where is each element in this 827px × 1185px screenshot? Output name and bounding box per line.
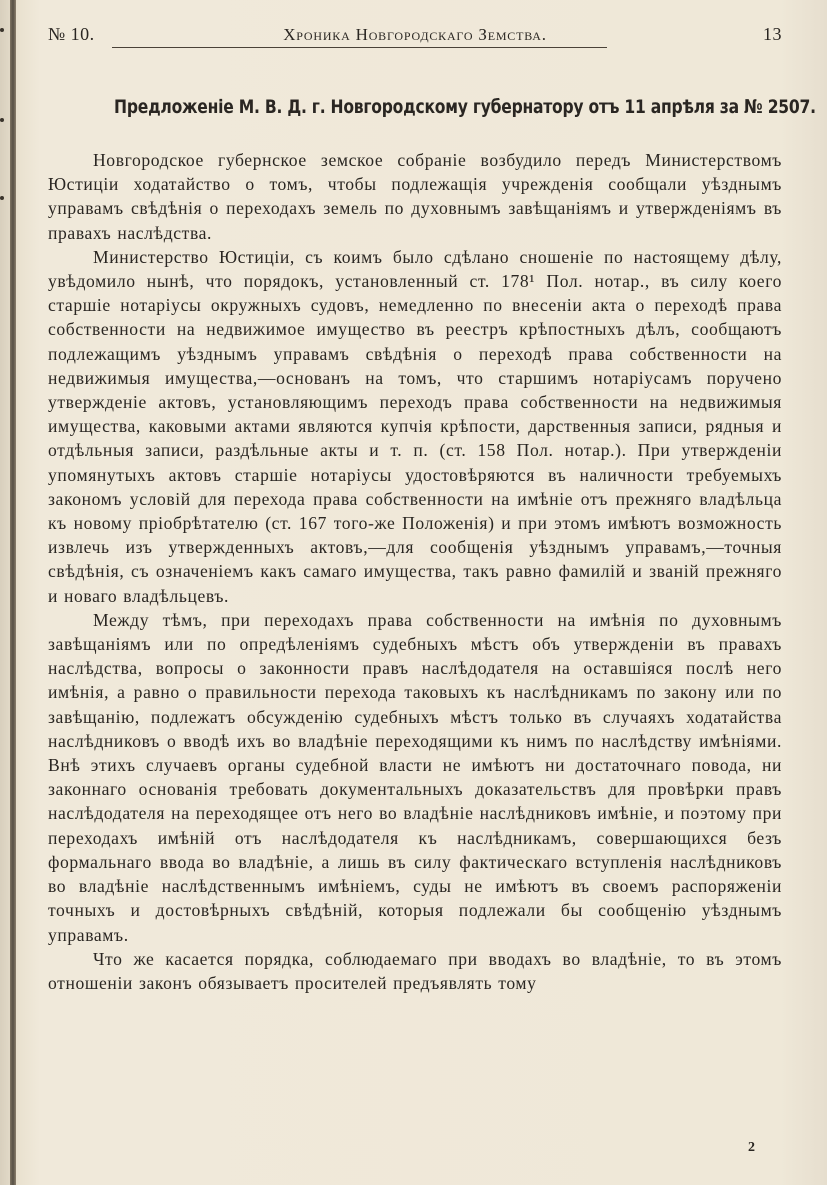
binding-mark xyxy=(0,28,4,32)
header-rule xyxy=(112,47,607,48)
book-binding-edge xyxy=(10,0,16,1185)
issue-number: № 10. xyxy=(48,24,95,44)
binding-mark xyxy=(0,118,4,122)
binding-mark xyxy=(0,196,4,200)
paragraph: Новгородское губернское земское собраніе возбудило передъ Министерствомъ Юстиціи ходатайство о томъ, чтобы подлежащія учрежденія сообщали уѣзднымъ управамъ свѣдѣнія о переходахъ земель по духовнымъ завѣщаніямъ и утвержденіямъ въ правахъ наслѣдства. xyxy=(48,150,782,243)
journal-title: Хроника Новгородскаго Земства. xyxy=(283,25,547,44)
running-header xyxy=(48,22,782,50)
paragraph: Между тѣмъ, при переходахъ права собственности на имѣнія по духовнымъ завѣщаніямъ или по опредѣленіямъ судебныхъ мѣстъ объ утвержденіи въ правахъ наслѣдства, вопросы о законности правъ наслѣдодателя на оставшіяся послѣ него имѣнія, а равно о правильности перехода таковыхъ къ наслѣдникамъ по закону или по завѣщанію, подлежатъ обсужденію судебныхъ мѣстъ только въ случаяхъ ходатайства наслѣдниковъ о вводѣ ихъ во владѣніе переходящими къ нимъ по наслѣдству имѣніями. Внѣ этихъ случаевъ органы судебной власти не имѣютъ ни достаточнаго повода, ни законнаго основанія требовать документальныхъ доказательствъ для провѣрки правъ наслѣдодателя на переходящее отъ него во владѣніе наслѣдниковъ имѣніе, и поэтому при переходахъ имѣній отъ наслѣдодателя къ наслѣдникамъ, совершающихся безъ формальнаго ввода во владѣніе, а лишь въ силу фактическаго вступленія наслѣдниковъ во владѣніе наслѣдственнымъ имѣніемъ, суды не имѣютъ въ своемъ распоряженіи точныхъ и достовѣрныхъ свѣдѣній, которыя подлежали бы сообщенію уѣзднымъ управамъ. xyxy=(48,609,782,945)
paragraph: Министерство Юстиціи, съ коимъ было сдѣлано сношеніе по настоящему дѣлу, увѣдомило нынѣ, что порядокъ, установленный ст. 178¹ Пол. нотар., въ силу коего старшіе нотаріусы окружныхъ судовъ, немедленно по внесеніи акта о переходѣ права собственности на недвижимое имущество въ реестръ крѣпостныхъ дѣлъ, сообщаютъ подлежащимъ уѣзднымъ управамъ свѣдѣнія о переходѣ права собственности на недвижимыя имущества,—основанъ на томъ, что старшимъ нотаріусамъ поручено утвержденіе актовъ, установляющимъ переходъ права собственности на недвижимыя имущества, каковыми актами являются купчія крѣпости, дарственныя записи, рядныя и отдѣльныя записи, раздѣльные акты и т. п. (ст. 158 Пол. нотар.). При утвержденіи упомянутыхъ актовъ старшіе нотаріусы удостовѣряются въ наличности требуемыхъ закономъ условій для перехода права собственности на имѣніе отъ прежняго владѣльца къ новому пріобрѣтателю (ст. 167 того-же Положенія) и при этомъ имѣютъ возможность извлечь изъ утвержденныхъ актовъ,—для сообщенія уѣзднымъ управамъ,—точныя свѣдѣнія, съ означеніемъ какъ самаго имущества, такъ равно фамилій и званій прежняго и новаго владѣльцевъ. xyxy=(48,246,782,606)
page-number: 13 xyxy=(763,24,782,44)
signature-number: 2 xyxy=(748,1140,755,1155)
body-text xyxy=(48,148,782,995)
paragraph: Что же касается порядка, соблюдаемаго при вводахъ во владѣніе, то въ этомъ отношеніи законъ обязываетъ просителей предъявлять тому xyxy=(48,948,782,993)
section-heading: Предложеніе М. В. Д. г. Новгородскому губернатору отъ 11 апрѣля за № 2507. xyxy=(114,96,816,118)
